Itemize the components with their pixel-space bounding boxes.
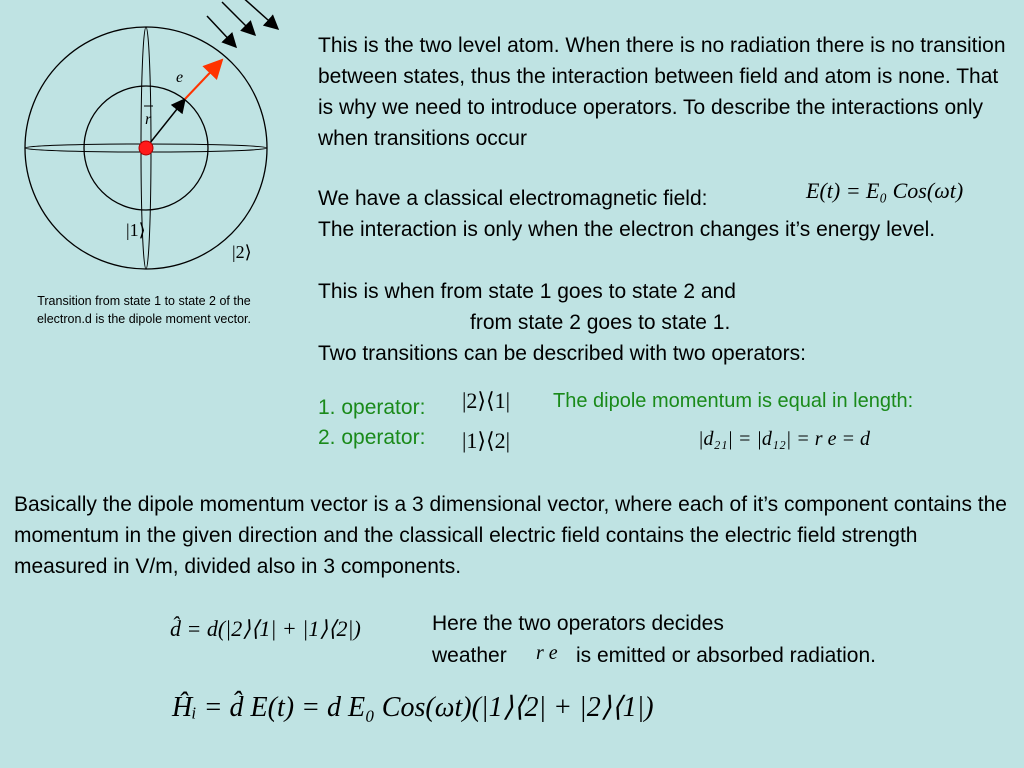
- interaction-text: The interaction is only when the electron changes it’s energy level.: [318, 218, 936, 241]
- operator-1-label: 1. operator:: [318, 396, 426, 419]
- nucleus: [139, 141, 153, 155]
- re-inline-formula: r e: [536, 642, 558, 664]
- operator-1-formula: |2⟩⟨1|: [462, 388, 510, 413]
- state-1-label: |1⟩: [126, 220, 146, 240]
- dipole-operator-formula: d̂ = d(|2⟩⟨1| + |1⟩⟨2|): [170, 616, 361, 641]
- radius-label: r: [145, 111, 152, 128]
- field-formula: E(t) = E₀ Cos(ωt): [806, 178, 964, 203]
- electron-arrow: [185, 60, 222, 99]
- dipole-equal-text: The dipole momentum is equal in length:: [553, 390, 914, 412]
- electron-label: e: [176, 69, 184, 86]
- intro-paragraph: This is the two level atom. When there is no radiation there is no transition between states, thus the interaction between field and atom is none. That is why we need to introduce operators. To describe the interactions only when transitions occur: [318, 34, 1006, 150]
- diagram-caption: Transition from state 1 to state 2 of the electron.d is the dipole moment vector.: [36, 294, 251, 326]
- basically-paragraph: Basically the dipole momentum vector is a 3 dimensional vector, where each of it’s component contains the momentum in the given direction and the classicall electric field contains the electric field strength measured in V/m, divided also in 3 components.: [14, 493, 1007, 578]
- here-weather-text: weather: [432, 644, 507, 667]
- transition-2-text: from state 2 goes to state 1.: [470, 311, 731, 334]
- classical-field-text: We have a classical electromagnetic field:: [318, 187, 708, 210]
- operator-2-formula: |1⟩⟨2|: [462, 428, 510, 453]
- two-transitions-text: Two transitions can be described with two operators:: [318, 342, 806, 365]
- state-2-label: |2⟩: [232, 242, 252, 262]
- transition-1-text: This is when from state 1 goes to state 2 and: [318, 280, 736, 303]
- dipole-length-formula: |d₂₁| = |d₁₂| = r e = d: [698, 428, 870, 450]
- here-text-line1: Here the two operators decides: [432, 612, 724, 635]
- radiation-arrows: [207, 0, 278, 47]
- hamiltonian-formula: Ĥᵢ = d̂ E(t) = d E₀ Cos(ωt)(|1⟩⟨2| + |2⟩⟨1|): [172, 692, 654, 723]
- atom-diagram: [0, 0, 300, 290]
- operator-2-label: 2. operator:: [318, 426, 426, 449]
- here-rest-text: is emitted or absorbed radiation.: [576, 644, 876, 667]
